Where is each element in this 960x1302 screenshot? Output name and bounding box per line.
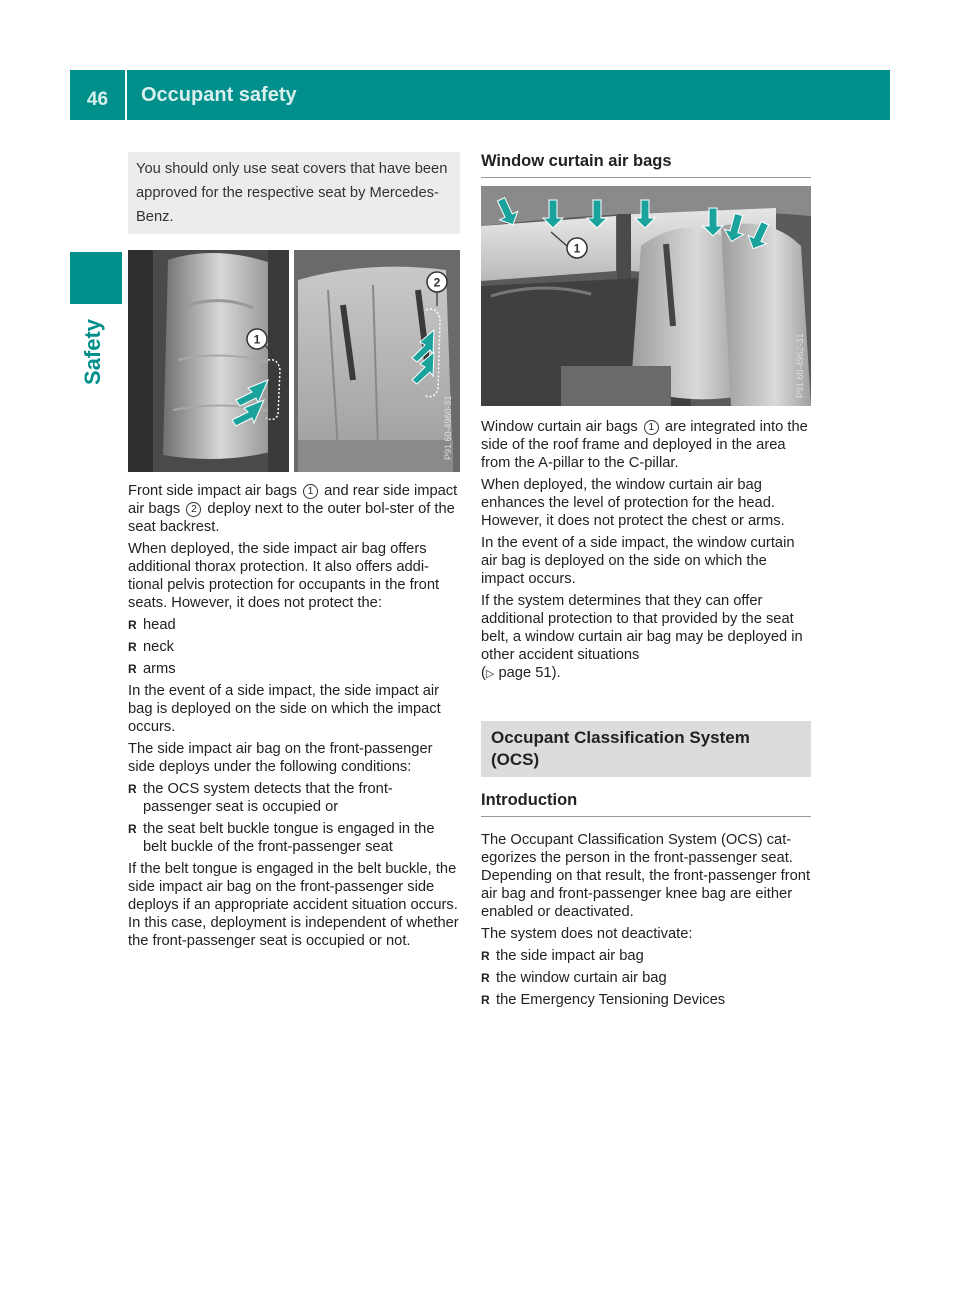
list-item: R the window curtain air bag: [481, 970, 667, 986]
right-paragraph-5: The Occupant Classification System (OCS) cat-egorizes the person in the front-passenger seat. Depending on that result, the front-passenger front air bag and front-passenger knee bag are either enabled or deactivated.: [481, 832, 811, 920]
list-item: R neck: [128, 639, 175, 655]
list-item: R the seat belt buckle tongue is engaged in the belt buckle of the front-passenger seat: [128, 821, 435, 855]
left-paragraph-4: The side impact air bag on the front-passenger side deploys under the following conditions:: [128, 741, 433, 775]
left-paragraph-3: In the event of a side impact, the side impact air bag is deployed on the side on which the impact occurs.: [128, 683, 441, 735]
section-tab-marker: [70, 252, 122, 304]
left-column: [128, 152, 460, 954]
list-item: R the side impact air bag: [481, 948, 644, 964]
window-curtain-heading: Window curtain air bags: [481, 152, 811, 178]
introduction-heading: Introduction: [481, 791, 811, 817]
callout-1-inline: 1: [303, 484, 318, 499]
list-item: R the Emergency Tensioning Devices: [481, 992, 726, 1008]
section-tab-label: Safety: [80, 318, 105, 385]
list-item: R the OCS system detects that the front-passenger seat is occupied or: [128, 781, 393, 815]
right-paragraph-3: In the event of a side impact, the window curtain air bag is deployed on the side on which the impact occurs.: [481, 535, 795, 587]
right-paragraph-1: Window curtain air bags 1 are integrated into the side of the roof frame and deployed in the area from the A-pillar to the C-pillar.: [481, 419, 808, 471]
note-text: You should only use seat covers that have been approved for the respective seat by Mercedes-Benz.: [136, 161, 448, 225]
svg-text:2: 2: [433, 275, 441, 290]
list-item: R arms: [128, 661, 176, 677]
right-column: [481, 152, 811, 1013]
right-paragraph-2: When deployed, the window curtain air bag enhances the level of protection for the head. However, it does not protect the chest or arms.: [481, 477, 785, 529]
svg-text:1: 1: [253, 332, 261, 347]
conditions-list: [128, 780, 460, 856]
not-deactivated-list: [481, 947, 811, 1009]
window-curtain-figure: [481, 186, 811, 406]
page-title: Occupant safety: [141, 84, 297, 106]
right-paragraph-4: If the system determines that they can offer additional protection to that provided by the seat belt, a window curtain air bag may be deployed in other accident situations (▷ page 51).: [481, 593, 803, 681]
callout-2-inline: 2: [186, 502, 201, 517]
callout-1-inline: 1: [644, 420, 659, 435]
left-paragraph-2: When deployed, the side impact air bag offers additional thorax protection. It also offers addi-tional pelvis protection for occupants in the front seats. However, it does not protect the:: [128, 541, 440, 611]
left-paragraph-5: If the belt tongue is engaged in the belt buckle, the side impact air bag on the front-passenger side deploys if an appropriate accident situation occurs. In this case, deployment is independent of whether the front-passenger seat is occupied or not.: [128, 861, 459, 949]
figure-code: P91.60-4962-31: [795, 333, 805, 398]
protection-list: [128, 616, 460, 678]
page-ref-link[interactable]: page 51: [498, 665, 552, 681]
page-ref-arrow-icon: ▷: [485, 668, 495, 680]
side-airbag-figure: [128, 250, 460, 472]
left-paragraph-1: Front side impact air bags 1 and rear side impact air bags 2 deploy next to the outer bol-ster of the seat backrest.: [128, 483, 458, 535]
note-box: [128, 152, 460, 234]
page-number: 46: [70, 70, 127, 120]
figure-code: P91.60-4960-31: [443, 395, 453, 460]
svg-text:1: 1: [573, 241, 581, 256]
page-header: [70, 70, 890, 120]
ocs-section-title: Occupant Classification System (OCS): [481, 721, 811, 777]
right-paragraph-6: The system does not deactivate:: [481, 926, 693, 942]
list-item: R head: [128, 617, 176, 633]
